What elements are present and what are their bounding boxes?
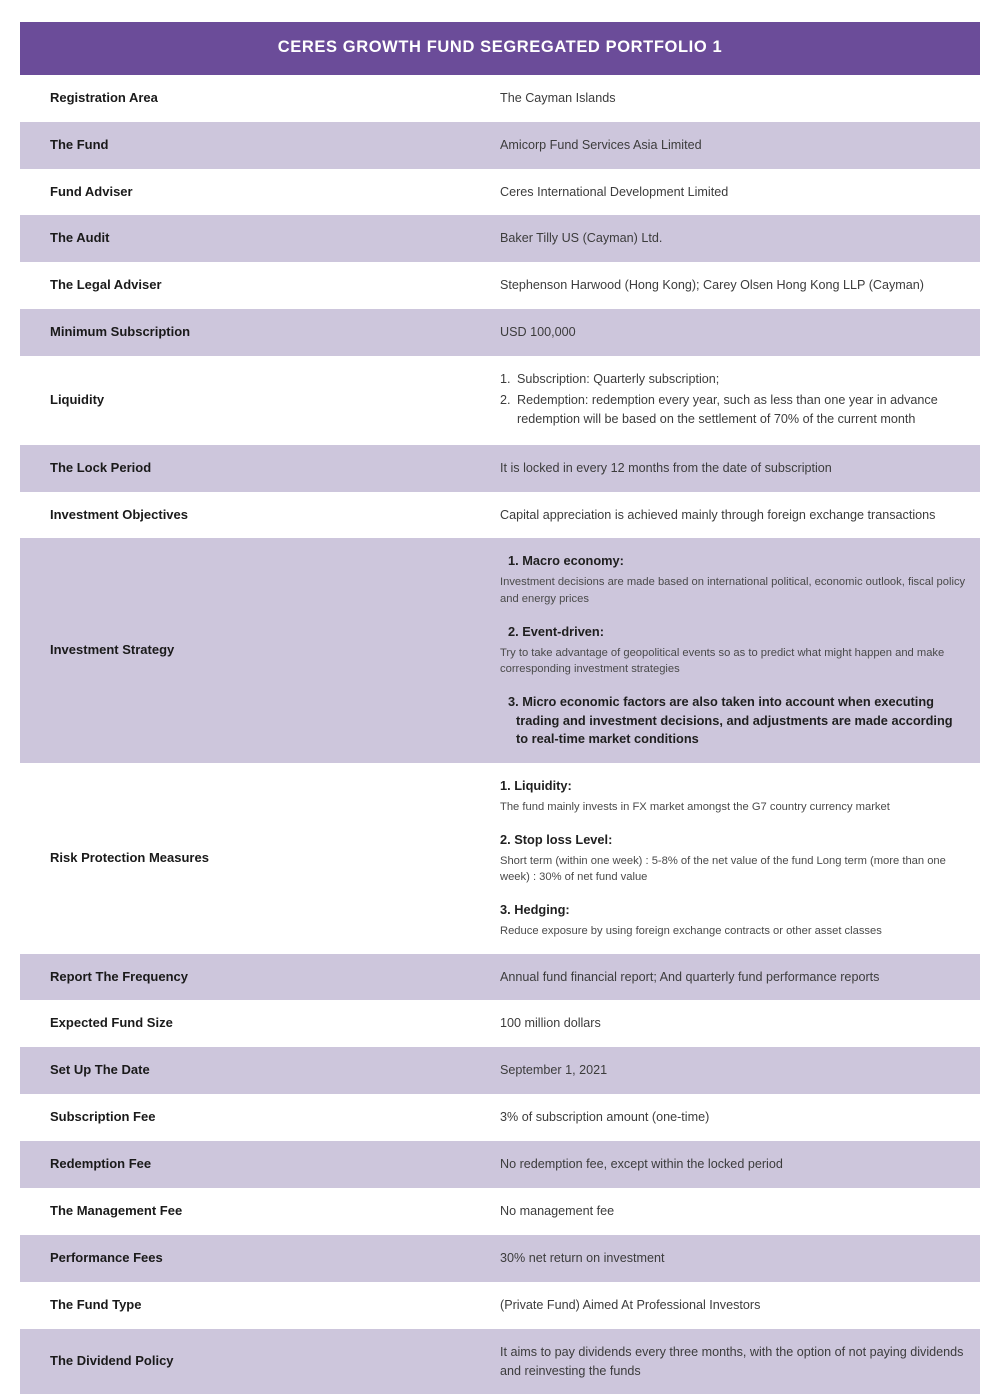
list-item	[500, 370, 966, 390]
row-value-text: Baker Tilly US (Cayman) Ltd.	[500, 231, 663, 246]
table-row	[20, 1235, 980, 1282]
table-row	[20, 492, 980, 539]
table-row	[20, 954, 980, 1001]
row-value-text: Annual fund financial report; And quarterly fund performance reports	[500, 969, 880, 984]
row-label: Investment Objectives	[20, 492, 500, 539]
row-value	[500, 492, 980, 539]
row-value	[500, 1094, 980, 1141]
row-value-text: (Private Fund) Aimed At Professional Investors	[500, 1297, 761, 1312]
section-block-list	[500, 552, 966, 748]
row-label: Report The Frequency	[20, 954, 500, 1001]
row-value-text: 3% of subscription amount (one-time)	[500, 1110, 710, 1125]
row-value-text: Ceres International Development Limited	[500, 184, 729, 199]
row-label: Subscription Fee	[20, 1094, 500, 1141]
section-body: Try to take advantage of geopolitical events so as to predict what might happen and make corresponding investment strategies	[500, 646, 945, 675]
row-value-text: It is locked in every 12 months from the date of subscription	[500, 460, 832, 475]
row-label: Set Up The Date	[20, 1047, 500, 1094]
row-value-text: No redemption fee, except within the locked period	[500, 1157, 783, 1172]
row-value	[500, 122, 980, 169]
row-value-text: 100 million dollars	[500, 1016, 601, 1031]
row-value	[500, 1047, 980, 1094]
table-row	[20, 215, 980, 262]
row-value	[500, 262, 980, 309]
row-label: The Legal Adviser	[20, 262, 500, 309]
section-block	[500, 693, 966, 749]
section-body: Investment decisions are made based on international political, economic outlook, fiscal policy and energy prices	[500, 576, 966, 605]
row-value	[500, 356, 980, 445]
table-row	[20, 75, 980, 122]
row-value	[500, 538, 980, 762]
page-title: CERES GROWTH FUND SEGREGATED PORTFOLIO 1	[20, 22, 980, 75]
table-row	[20, 445, 980, 492]
list-marker: 2.	[500, 392, 511, 407]
row-value-text: 30% net return on investment	[500, 1250, 665, 1265]
row-value	[500, 445, 980, 492]
row-label: Performance Fees	[20, 1235, 500, 1282]
row-value-text: No management fee	[500, 1203, 615, 1218]
section-heading: 1. Liquidity:	[500, 777, 572, 793]
section-block	[500, 901, 966, 939]
row-label: Minimum Subscription	[20, 309, 500, 356]
row-value-text: It aims to pay dividends every three months, with the option of not paying dividends and reinvesting the funds	[500, 1344, 964, 1378]
table-row	[20, 309, 980, 356]
table-row	[20, 538, 980, 762]
row-value	[500, 1329, 980, 1394]
section-block	[500, 831, 966, 885]
row-value	[500, 1188, 980, 1235]
row-label: The Lock Period	[20, 445, 500, 492]
section-bold-paragraph: 3. Micro economic factors are also taken into account when executing trading and investment decisions, and adjustments are made according to real-time market conditions	[508, 694, 953, 747]
table-row	[20, 1329, 980, 1394]
table-row	[20, 1047, 980, 1094]
row-value	[500, 1235, 980, 1282]
list-item-text: Subscription: Quarterly subscription;	[517, 372, 720, 387]
row-value	[500, 215, 980, 262]
row-value-text: September 1, 2021	[500, 1063, 608, 1078]
section-heading: 2. Stop loss Level:	[500, 832, 613, 847]
row-label: The Management Fee	[20, 1188, 500, 1235]
table-row	[20, 122, 980, 169]
row-label: The Audit	[20, 215, 500, 262]
section-heading: 3. Hedging:	[500, 902, 570, 918]
row-value-text: Amicorp Fund Services Asia Limited	[500, 137, 702, 152]
row-label: Liquidity	[20, 356, 500, 445]
table-header-row	[20, 22, 980, 75]
row-label: The Fund Type	[20, 1282, 500, 1329]
row-value	[500, 169, 980, 216]
fund-details-table	[20, 22, 980, 1394]
section-block	[500, 623, 966, 677]
row-value	[500, 309, 980, 356]
row-value	[500, 1141, 980, 1188]
section-heading: 2. Event-driven:	[508, 623, 605, 639]
table-row	[20, 262, 980, 309]
row-value	[500, 954, 980, 1001]
list-marker: 1.	[500, 372, 511, 387]
table-row	[20, 169, 980, 216]
row-value	[500, 763, 980, 954]
table-row	[20, 763, 980, 954]
row-value	[500, 1000, 980, 1047]
section-block	[500, 552, 966, 606]
list-item	[500, 391, 966, 430]
table-body	[20, 75, 980, 1394]
row-label: The Dividend Policy	[20, 1329, 500, 1394]
row-label: Redemption Fee	[20, 1141, 500, 1188]
row-label: Risk Protection Measures	[20, 763, 500, 954]
table-row	[20, 1094, 980, 1141]
list-item-text: Redemption: redemption every year, such as less than one year in advance redemption will be based on the settlement of 70% of the current month	[517, 392, 938, 427]
row-label: The Fund	[20, 122, 500, 169]
table-head	[20, 22, 980, 75]
table-row	[20, 356, 980, 445]
row-value-text: The Cayman Islands	[500, 90, 616, 105]
table-row	[20, 1000, 980, 1047]
table-row	[20, 1141, 980, 1188]
row-label: Fund Adviser	[20, 169, 500, 216]
section-body: The fund mainly invests in FX market amongst the G7 country currency market	[500, 800, 890, 813]
row-value	[500, 1282, 980, 1329]
row-value-text: USD 100,000	[500, 325, 576, 340]
section-heading: 1. Macro economy:	[508, 553, 624, 569]
section-block-list	[500, 777, 966, 940]
row-value-text: Stephenson Harwood (Hong Kong); Carey Olsen Hong Kong LLP (Cayman)	[500, 278, 924, 293]
row-value-text: Capital appreciation is achieved mainly through foreign exchange transactions	[500, 507, 936, 522]
section-body: Short term (within one week) : 5-8% of the net value of the fund Long term (more than one week) : 30% of net fund value	[500, 854, 946, 884]
section-block	[500, 777, 966, 815]
row-value	[500, 75, 980, 122]
section-body: Reduce exposure by using foreign exchange contracts or other asset classes	[500, 925, 882, 938]
row-label: Expected Fund Size	[20, 1000, 500, 1047]
row-label: Investment Strategy	[20, 538, 500, 762]
numbered-list	[500, 370, 966, 430]
row-label: Registration Area	[20, 75, 500, 122]
table-row	[20, 1188, 980, 1235]
table-row	[20, 1282, 980, 1329]
